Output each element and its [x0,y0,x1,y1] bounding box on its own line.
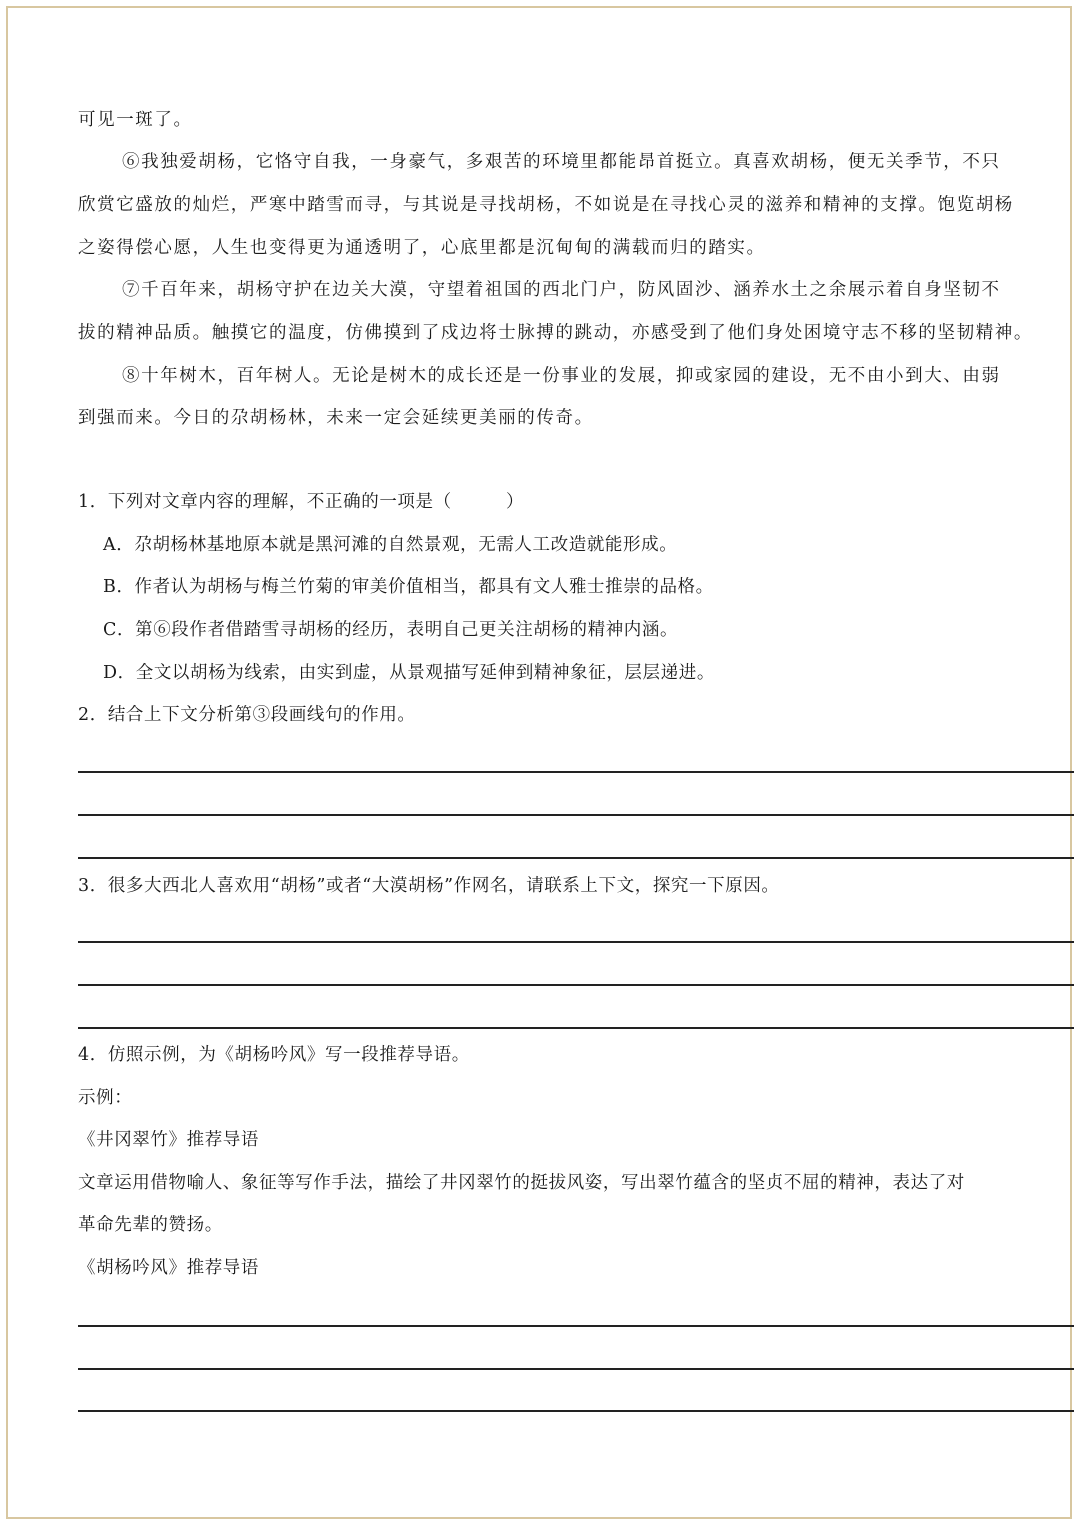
answer-line[interactable] [78,857,1074,859]
answer-line[interactable] [78,1410,1074,1412]
question-1-option-c[interactable]: C．第⑥段作者借踏雪寻胡杨的经历，表明自己更关注胡杨的精神内涵。 [103,620,679,640]
example-body-line-2: 革命先辈的赞扬。 [78,1215,223,1235]
page-border [6,6,1072,1519]
passage-paragraph-6-line-1: ⑥我独爱胡杨，它恪守自我，一身豪气，多艰苦的环境里都能昂首挺立。真喜欢胡杨，便无关季节，不只 [122,152,1001,172]
passage-paragraph-6-line-3: 之姿得偿心愿，人生也变得更为通透明了，心底里都是沉甸甸的满载而归的踏实。 [78,238,766,258]
passage-paragraph-8-line-2: 到强而来。今日的尕胡杨林，未来一定会延续更美丽的传奇。 [78,408,594,428]
question-1-stem: 1．下列对文章内容的理解，不正确的一项是（ ） [78,492,525,512]
passage-paragraph-7-line-2: 拔的精神品质。触摸它的温度，仿佛摸到了戍边将士脉搏的跳动，亦感受到了他们身处困境守志不移的坚韧精神。 [78,323,1033,343]
passage-paragraph-7-line-1: ⑦千百年来，胡杨守护在边关大漠，守望着祖国的西北门户，防风固沙、涵养水土之余展示着自身坚韧不 [122,280,1001,300]
answer-line[interactable] [78,941,1074,943]
question-3-stem: 3．很多大西北人喜欢用“胡杨”或者“大漠胡杨”作网名，请联系上下文，探究一下原因。 [78,876,780,896]
example-body-line-1: 文章运用借物喻人、象征等写作手法，描绘了井冈翠竹的挺拔风姿，写出翠竹蕴含的坚贞不屈的精神，表达了对 [78,1173,965,1193]
passage-paragraph-8-line-1: ⑧十年树木，百年树人。无论是树木的成长还是一份事业的发展，抑或家园的建设，无不由小到大、由弱 [122,366,1001,386]
answer-line[interactable] [78,771,1074,773]
answer-line[interactable] [78,1325,1074,1327]
answer-line[interactable] [78,984,1074,986]
example-title: 《井冈翠竹》推荐导语 [78,1130,259,1150]
question-1-option-a[interactable]: A．尕胡杨林基地原本就是黑河滩的自然景观，无需人工改造就能形成。 [103,535,678,555]
question-4-stem: 4．仿照示例，为《胡杨吟风》写一段推荐导语。 [78,1045,470,1065]
answer-line[interactable] [78,1027,1074,1029]
question-1-option-b[interactable]: B．作者认为胡杨与梅兰竹菊的审美价值相当，都具有文人雅士推崇的品格。 [103,577,714,597]
question-2-stem: 2．结合上下文分析第③段画线句的作用。 [78,705,416,725]
passage-paragraph-5-tail: 可见一斑了。 [78,110,193,130]
answer-line[interactable] [78,1368,1074,1370]
question-1-option-d[interactable]: D．全文以胡杨为线索，由实到虚，从景观描写延伸到精神象征，层层递进。 [103,663,715,683]
passage-paragraph-6-line-2: 欣赏它盛放的灿烂，严寒中踏雪而寻，与其说是寻找胡杨，不如说是在寻找心灵的滋养和精神的支撑。饱览胡杨 [78,195,1014,215]
answer-line[interactable] [78,814,1074,816]
example-label: 示例： [78,1088,133,1108]
answer-title: 《胡杨吟风》推荐导语 [78,1258,259,1278]
